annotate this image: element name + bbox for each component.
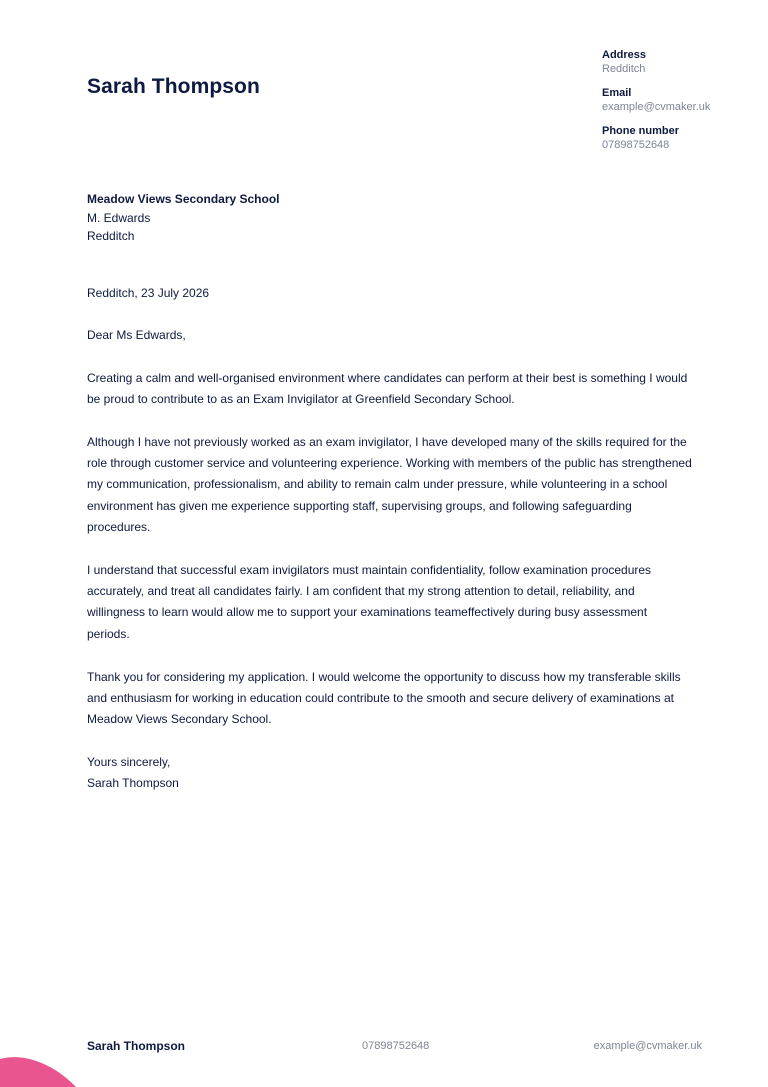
address-value: Redditch	[602, 63, 646, 75]
letter-closing: Yours sincerely,	[87, 754, 171, 769]
page-footer	[0, 1039, 768, 1055]
phone-value: 07898752648	[602, 139, 670, 151]
email-value: example@cvmaker.uk	[602, 101, 711, 113]
letter-paragraph: Creating a calm and well-organised environment where candidates can perform at their best is something I would be proud to contribute to as an Exam Invigilator at Greenfield Secondary School.	[87, 370, 688, 407]
letter-greeting: Dear Ms Edwards,	[87, 328, 186, 342]
contact-address	[602, 48, 762, 76]
letter-paragraph: Thank you for considering my application. I would welcome the opportunity to discuss how my transferable skills and enthusiasm for working in education could contribute to the smooth and secure delivery of examinations at Meadow Views Secondary School.	[87, 669, 681, 727]
email-label: Email	[602, 87, 632, 99]
recipient-person: M. Edwards	[87, 210, 151, 225]
letter-date: Redditch, 23 July 2026	[87, 286, 210, 300]
footer-email: example@cvmaker.uk	[593, 1040, 702, 1052]
contact-details	[602, 48, 762, 162]
contact-phone	[602, 124, 762, 152]
recipient-block	[87, 190, 280, 246]
letter-paragraph: I understand that successful exam invigilators must maintain confidentiality, follow examination procedures accurately, and treat all candidates fairly. I am confident that my strong attention to detail, reliability, and willingness to learn would allow me to support your examinations teameffectively during busy assessment periods.	[87, 562, 652, 641]
applicant-name-heading: Sarah Thompson	[87, 75, 260, 98]
address-label: Address	[602, 49, 647, 61]
footer-phone: 07898752648	[362, 1040, 430, 1052]
recipient-town: Redditch	[87, 229, 135, 243]
letter-signature: Sarah Thompson	[87, 776, 179, 791]
letter-paragraph: Although I have not previously worked as an exam invigilator, I have developed many of the skills required for the role through customer service and volunteering experience. Working with members of the public has strengthened my communication, professionalism, and ability to remain calm under pressure, while volunteering in a school environment has given me experience supporting staff, supervising groups, and following safeguarding procedures.	[87, 434, 692, 535]
corner-accent-path	[0, 1057, 76, 1087]
footer-name: Sarah Thompson	[87, 1039, 186, 1053]
decorative-corner-shape	[0, 1055, 80, 1087]
letter-body	[87, 325, 692, 795]
phone-label: Phone number	[602, 125, 680, 137]
contact-email	[602, 86, 762, 114]
recipient-organisation: Meadow Views Secondary School	[87, 192, 280, 206]
